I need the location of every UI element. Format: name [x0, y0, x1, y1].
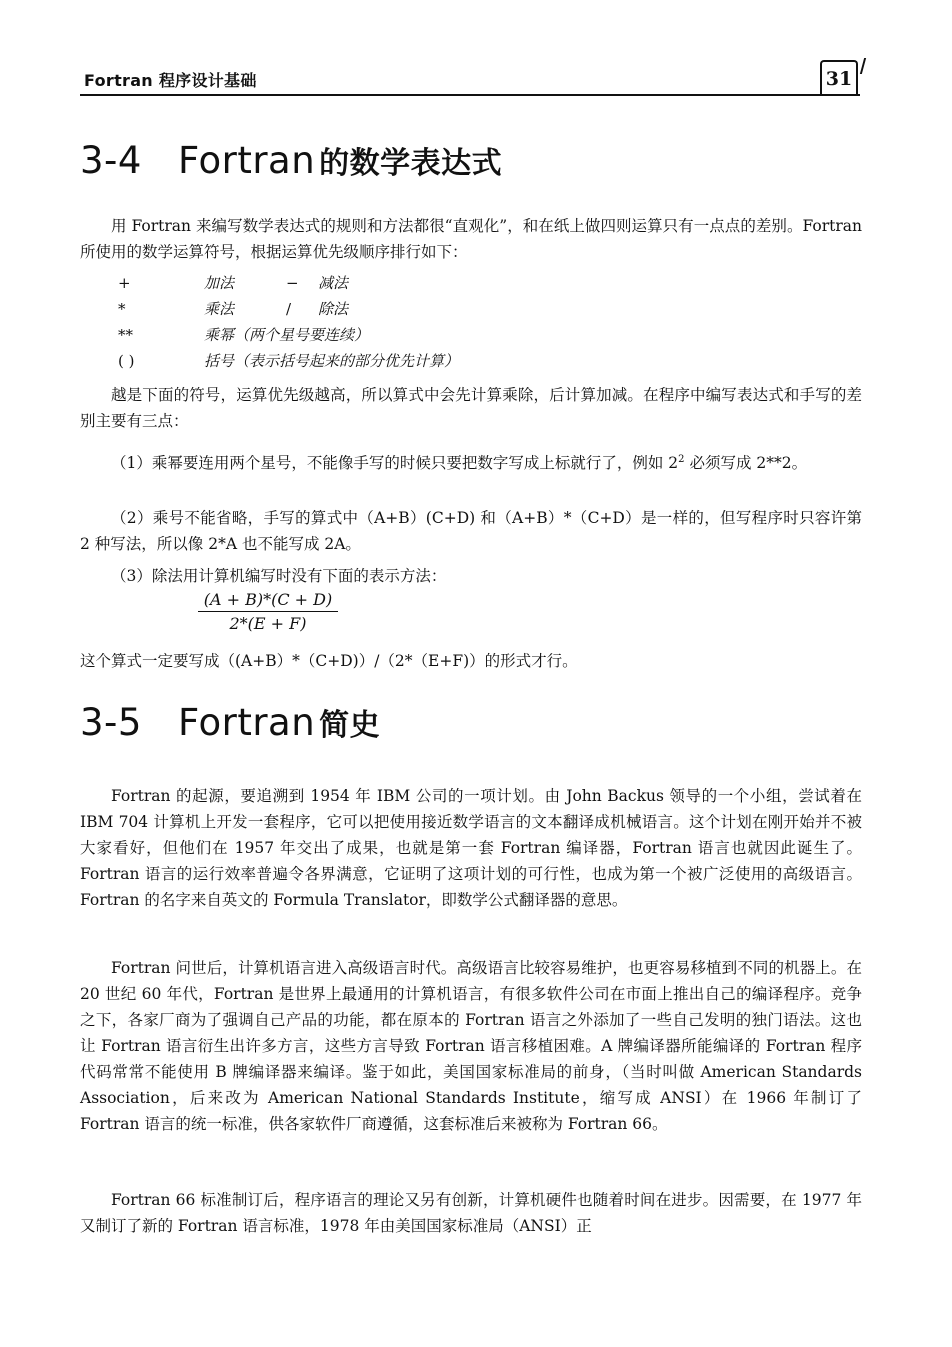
intro-paragraph: 用 Fortran 来编写数学表达式的规则和方法都很“直观化”，和在纸上做四则运算只有一点点的差别。Fortran 所使用的数学运算符号，根据运算优先级顺序排行如下： [80, 217, 862, 261]
precedence-paragraph: 越是下面的符号，运算优先级越高，所以算式中会先计算乘除，后计算加减。在程序中编写表达式和手写的差别主要有三点： [80, 386, 862, 430]
point-2: （2）乘号不能省略，手写的算式中（A+B）(C+D) 和（A+B）*（C+D）是一样的，但写程序时只容许第 2 种写法，所以像 2*A 也不能写成 2A。 [80, 509, 862, 553]
final-paragraph: 这个算式一定要写成（(A+B）*（C+D)）/（2*（E+F)）的形式才行。 [80, 652, 578, 670]
history-paragraph-3: Fortran 66 标准制订后，程序语言的理论又另有创新，计算机硬件也随着时间在进步。因需要，在 1977 年又制订了新的 Fortran 语言标准，1978 年由美国国家标准局（ANSI）正 [80, 1191, 862, 1235]
operator-name: 除法 [318, 300, 349, 318]
history-paragraph-2: Fortran 问世后，计算机语言进入高级语言时代。高级语言比较容易维护，也更容易移植到不同的机器上。在 20 世纪 60 年代，Fortran 是世界上最通用的计算机语言，有很多软件公司在市面上推出自己的编译程序。竞争之下，各家厂商为了强调自己产品的功能，都在原本的 Fortran 语言之外添加了一些自己发明的独门语法。这也让 Fortran 语言衍生出许多方言，这些方言导致 Fortran 语言移植困难。A 牌编译器所能编译的 Fortran 程序代码常常不能使用 B 牌编译器来编译。鉴于如此，美国国家标准局的前身，（当时叫做 American Standards Association，后来改为 American National Standards Institute，缩写成 ANSI）在 1966 年制订了 Fortran 语言的统一标准，供各家软件厂商遵循，这套标准后来被称为 Fortran 66。 [80, 959, 862, 1133]
operator-symbol: * [118, 300, 126, 318]
fraction-denominator: 2*(E + F) [229, 614, 307, 633]
point-1 [80, 447, 862, 476]
operator-symbol: − [286, 274, 299, 292]
section-title-word: Fortran [178, 139, 316, 182]
point-3: （3）除法用计算机编写时没有下面的表示方法： [111, 567, 447, 585]
page-number: 31 [820, 60, 858, 96]
section-title-cjk: 的数学表达式 [319, 146, 503, 181]
operator-symbol: + [118, 274, 131, 292]
operator-name: 乘幂（两个星号要连续） [204, 326, 370, 344]
section-number: 3-4 [80, 139, 142, 182]
section-heading-3-5 [80, 700, 380, 744]
operator-symbol: / [286, 300, 292, 318]
operator-name: 减法 [318, 274, 349, 292]
operator-symbol: ** [118, 326, 133, 344]
point-1-text-a: （1）乘幂要连用两个星号，不能像手写的时候只要把数字写成上标就行了，例如 2 [111, 454, 679, 473]
operator-name: 加法 [204, 274, 235, 292]
section-heading-3-4 [80, 138, 502, 182]
fraction-numerator: (A + B)*(C + D) [198, 590, 338, 612]
section-title-cjk: 简史 [319, 708, 381, 743]
operator-symbol: ( ) [118, 352, 135, 370]
operator-name: 乘法 [204, 300, 235, 318]
history-paragraph-1: Fortran 的起源，要追溯到 1954 年 IBM 公司的一项计划。由 John Backus 领导的一个小组，尝试着在 IBM 704 计算机上开发一套程序，它可以把使用接近数学语言的文本翻译成机械语言。这个计划在刚开始并不被大家看好，但他们在 1957 年交出了成果，也就是第一套 Fortran 编译器，Fortran 语言也就因此诞生了。Fortran 语言的运行效率普遍令各界满意，它证明了这项计划的可行性，也成为第一个被广泛使用的高级语言。Fortran 的名字来自英文的 Formula Translator，即数学公式翻译器的意思。 [80, 787, 862, 909]
operator-name: 括号（表示括号起来的部分优先计算） [204, 352, 460, 370]
section-number: 3-5 [80, 701, 142, 744]
superscript: 2 [678, 454, 685, 465]
point-1-text-b: 必须写成 2**2。 [684, 454, 808, 473]
section-title-word: Fortran [178, 701, 316, 744]
running-header [80, 66, 860, 96]
fraction-expression [198, 590, 338, 633]
book-title: Fortran 程序设计基础 [84, 71, 257, 90]
